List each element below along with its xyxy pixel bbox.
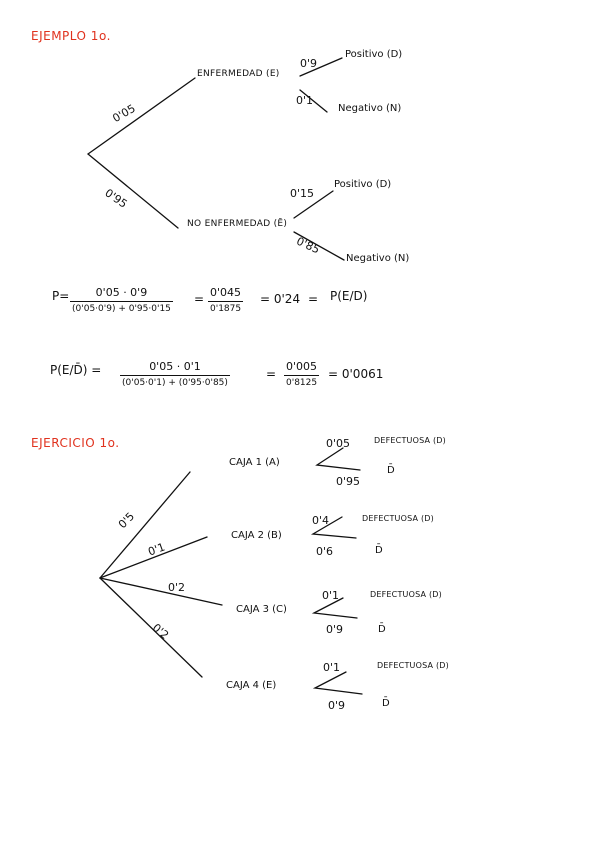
- box-b-prob-ok: 0'6: [316, 545, 334, 558]
- node-enfermedad: ENFERMEDAD (E): [197, 69, 280, 79]
- branch-prob-a: 0'5: [115, 509, 138, 532]
- node-caja-c: CAJA 3 (C): [236, 604, 287, 615]
- branch-prob-e: 0'05: [110, 101, 138, 126]
- leaf-e-negativo: Negativo (N): [338, 103, 402, 114]
- eq2-denominator: (0'05·0'1) + (0'95·0'85): [120, 375, 230, 388]
- eq2-lhs: P(E/D̄) =: [50, 363, 102, 377]
- box-c-leaf-ok: D̄: [378, 624, 386, 635]
- node-no-enfermedad: NO ENFERMEDAD (Ē): [187, 219, 288, 229]
- box-d-prob-def: 0'1: [323, 661, 341, 674]
- branch-prob-d: 0'2: [149, 621, 172, 642]
- eq1-numerator-2: 0'045: [210, 286, 242, 299]
- eq2-fraction: [120, 360, 230, 388]
- eq1-numerator: 0'05 · 0'9: [95, 286, 148, 299]
- exercise-heading: EJERCICIO 1o.: [31, 436, 120, 450]
- node-caja-a: CAJA 1 (A): [229, 457, 280, 468]
- eq2-numerator-2: 0'005: [286, 360, 318, 373]
- leaf-not-e-negativo: Negativo (N): [346, 253, 410, 264]
- eq1-denominator: (0'05·0'9) + 0'95·0'15: [70, 301, 173, 314]
- box-a-leaf-ok: D̄: [387, 465, 395, 476]
- eq1-denominator-2: 0'1875: [208, 301, 243, 314]
- branch-prob-not-e-neg: 0'85: [294, 234, 322, 257]
- branch-prob-not-e: 0'95: [102, 186, 130, 211]
- eq2-numerator: 0'05 · 0'1: [149, 360, 201, 373]
- box-d-prob-ok: 0'9: [328, 699, 346, 712]
- eq1-equals-2: =: [308, 292, 319, 306]
- leaf-not-e-positivo: Positivo (D): [334, 179, 392, 190]
- eq2-fraction-2: [284, 360, 319, 388]
- box-d-leaf-ok: D̄: [382, 698, 390, 709]
- box-c-prob-ok: 0'9: [326, 623, 344, 636]
- branch-prob-e-neg: 0'1: [296, 94, 314, 107]
- eq2-result: = 0'0061: [328, 367, 384, 381]
- branch-prob-not-e-pos: 0'15: [290, 187, 315, 200]
- box-d-leaf-def: DEFECTUOSA (D): [377, 661, 449, 670]
- box-c-leaf-def: DEFECTUOSA (D): [370, 590, 442, 599]
- box-b-leaf-ok: D̄: [375, 545, 383, 556]
- box-a-prob-ok: 0'95: [336, 475, 361, 488]
- eq2-denominator-2: 0'8125: [284, 375, 319, 388]
- example-heading: EJEMPLO 1o.: [31, 29, 111, 43]
- eq1-equals-1: =: [194, 292, 205, 306]
- branch-prob-c: 0'2: [168, 581, 186, 594]
- eq2-equals-1: =: [266, 367, 277, 381]
- eq1-lhs: P=: [52, 289, 70, 303]
- box-a-leaf-def: DEFECTUOSA (D): [374, 436, 446, 445]
- eq1-result: = 0'24: [260, 292, 301, 306]
- node-caja-b: CAJA 2 (B): [231, 530, 282, 541]
- eq1-rhs: P(E/D): [330, 289, 368, 303]
- branch-prob-b: 0'1: [146, 540, 167, 559]
- box-c-prob-def: 0'1: [322, 589, 340, 602]
- eq1-fraction: [70, 286, 173, 314]
- box-b-prob-def: 0'4: [312, 514, 330, 527]
- box-b-leaf-def: DEFECTUOSA (D): [362, 514, 434, 523]
- node-caja-d: CAJA 4 (E): [226, 680, 277, 691]
- box-a-prob-def: 0'05: [326, 437, 351, 450]
- eq1-fraction-2: [208, 286, 243, 314]
- leaf-e-positivo: Positivo (D): [345, 49, 403, 60]
- branch-prob-e-pos: 0'9: [300, 57, 318, 70]
